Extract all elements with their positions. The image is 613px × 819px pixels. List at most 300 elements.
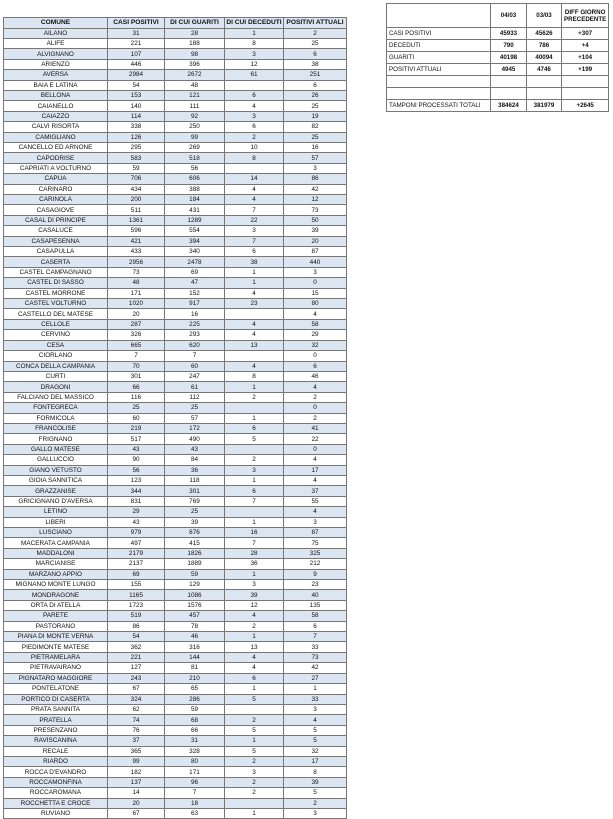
cell-casi-positivi: 511: [108, 205, 165, 215]
table-row: [4, 371, 347, 381]
summary-row: [387, 88, 609, 100]
cell-casi-positivi: 979: [108, 528, 165, 538]
cell-di-cui-guariti: 172: [165, 423, 225, 433]
cell-di-cui-guariti: 210: [165, 673, 225, 683]
cell-di-cui-deceduti: 1: [225, 278, 284, 288]
cell-di-cui-deceduti: 4: [225, 319, 284, 329]
cell-comune: PIEDIMONTE MATESE: [4, 642, 108, 652]
cell-comune: GRAZZANISE: [4, 486, 108, 496]
cell-comune: CASTEL MORRONE: [4, 288, 108, 298]
table-row: [4, 403, 347, 413]
cell-di-cui-deceduti: [225, 704, 284, 714]
summary-cell-current: 4945: [491, 64, 527, 76]
cell-di-cui-guariti: 59: [165, 704, 225, 714]
cell-di-cui-deceduti: [225, 444, 284, 454]
cell-di-cui-deceduti: 1: [225, 632, 284, 642]
table-row: [4, 777, 347, 787]
cell-positivi-attuali: 86: [284, 174, 347, 184]
cell-comune: BAIA E LATINA: [4, 80, 108, 90]
cell-di-cui-guariti: 98: [165, 49, 225, 59]
cell-positivi-attuali: 4: [284, 455, 347, 465]
cell-di-cui-deceduti: 2: [225, 777, 284, 787]
table-row: [4, 808, 347, 818]
cell-positivi-attuali: 42: [284, 663, 347, 673]
table-row: [4, 465, 347, 475]
cell-casi-positivi: 86: [108, 621, 165, 631]
cell-di-cui-guariti: 1289: [165, 215, 225, 225]
cell-di-cui-deceduti: 6: [225, 122, 284, 132]
table-row: [4, 580, 347, 590]
municipalities-table-body: [4, 28, 347, 819]
cell-positivi-attuali: 29: [284, 330, 347, 340]
summary-cell-label: DECEDUTI: [387, 40, 491, 52]
cell-comune: BELLONA: [4, 90, 108, 100]
cell-casi-positivi: 221: [108, 38, 165, 48]
cell-positivi-attuali: 5: [284, 736, 347, 746]
cell-comune: CASAPULLA: [4, 247, 108, 257]
cell-positivi-attuali: 9: [284, 569, 347, 579]
cell-casi-positivi: 137: [108, 777, 165, 787]
cell-comune: FALCIANO DEL MASSICO: [4, 392, 108, 402]
cell-di-cui-guariti: 316: [165, 642, 225, 652]
summary-cell-previous: 4746: [527, 64, 562, 76]
cell-positivi-attuali: 22: [284, 434, 347, 444]
cell-positivi-attuali: 87: [284, 247, 347, 257]
cell-positivi-attuali: 58: [284, 319, 347, 329]
cell-di-cui-guariti: 65: [165, 684, 225, 694]
cell-positivi-attuali: 58: [284, 611, 347, 621]
cell-comune: CAPRIATI A VOLTURNO: [4, 163, 108, 173]
cell-casi-positivi: 140: [108, 101, 165, 111]
cell-positivi-attuali: 1: [284, 684, 347, 694]
cell-comune: PRATELLA: [4, 715, 108, 725]
cell-comune: CELLOLE: [4, 319, 108, 329]
cell-comune: DRAGONI: [4, 382, 108, 392]
cell-di-cui-deceduti: 4: [225, 195, 284, 205]
cell-di-cui-deceduti: [225, 351, 284, 361]
cell-di-cui-deceduti: [225, 403, 284, 413]
cell-casi-positivi: 433: [108, 247, 165, 257]
table-row: [4, 569, 347, 579]
cell-positivi-attuali: 25: [284, 132, 347, 142]
cell-di-cui-deceduti: 4: [225, 361, 284, 371]
cell-comune: CASTELLO DEL MATESE: [4, 309, 108, 319]
table-row: [4, 101, 347, 111]
table-row: [4, 330, 347, 340]
cell-comune: GRICIGNANO D'AVERSA: [4, 496, 108, 506]
table-row: [4, 257, 347, 267]
cell-casi-positivi: 596: [108, 226, 165, 236]
cell-comune: CAIANELLO: [4, 101, 108, 111]
cell-di-cui-deceduti: 4: [225, 652, 284, 662]
cell-positivi-attuali: 0: [284, 444, 347, 454]
cell-casi-positivi: 1723: [108, 600, 165, 610]
cell-comune: PORTICO DI CASERTA: [4, 694, 108, 704]
cell-casi-positivi: 497: [108, 538, 165, 548]
cell-di-cui-guariti: 2478: [165, 257, 225, 267]
cell-casi-positivi: 243: [108, 673, 165, 683]
summary-row: [387, 100, 609, 112]
cell-positivi-attuali: 5: [284, 788, 347, 798]
table-row: [4, 215, 347, 225]
cell-casi-positivi: 295: [108, 142, 165, 152]
municipalities-table-header: [4, 18, 347, 29]
cell-di-cui-guariti: 388: [165, 184, 225, 194]
cell-di-cui-deceduti: 28: [225, 548, 284, 558]
cell-comune: FRANCOLISE: [4, 423, 108, 433]
cell-comune: CASAGIOVE: [4, 205, 108, 215]
cell-comune: CASAL DI PRINCIPE: [4, 215, 108, 225]
cell-comune: PIETRAMELARA: [4, 652, 108, 662]
cell-casi-positivi: 43: [108, 444, 165, 454]
cell-comune: MARZANO APPIO: [4, 569, 108, 579]
table-row: [4, 205, 347, 215]
cell-di-cui-guariti: 606: [165, 174, 225, 184]
cell-di-cui-guariti: 31: [165, 736, 225, 746]
cell-casi-positivi: 56: [108, 465, 165, 475]
summary-header-date-current: 04/03: [491, 4, 527, 28]
cell-di-cui-deceduti: 2: [225, 392, 284, 402]
summary-header-blank: [387, 4, 491, 28]
summary-cell-diff: [562, 88, 609, 100]
cell-positivi-attuali: 0: [284, 351, 347, 361]
cell-casi-positivi: 54: [108, 632, 165, 642]
cell-casi-positivi: 153: [108, 90, 165, 100]
cell-di-cui-guariti: 1576: [165, 600, 225, 610]
table-row: [4, 517, 347, 527]
cell-casi-positivi: 99: [108, 756, 165, 766]
cell-comune: CARINOLA: [4, 195, 108, 205]
cell-comune: CIORLANO: [4, 351, 108, 361]
table-row: [4, 475, 347, 485]
cell-positivi-attuali: 37: [284, 486, 347, 496]
cell-di-cui-deceduti: 39: [225, 590, 284, 600]
cell-di-cui-deceduti: 10: [225, 142, 284, 152]
cell-comune: FORMICOLA: [4, 413, 108, 423]
cell-positivi-attuali: 33: [284, 694, 347, 704]
summary-cell-diff: +199: [562, 64, 609, 76]
cell-di-cui-guariti: 111: [165, 101, 225, 111]
cell-comune: RECALE: [4, 746, 108, 756]
cell-casi-positivi: 1361: [108, 215, 165, 225]
table-row: [4, 319, 347, 329]
cell-casi-positivi: 362: [108, 642, 165, 652]
cell-casi-positivi: 54: [108, 80, 165, 90]
table-row: [4, 642, 347, 652]
cell-di-cui-deceduti: 1: [225, 413, 284, 423]
summary-cell-label: [387, 88, 491, 100]
cell-casi-positivi: 29: [108, 507, 165, 517]
cell-casi-positivi: 127: [108, 663, 165, 673]
cell-positivi-attuali: 4: [284, 507, 347, 517]
table-row: [4, 600, 347, 610]
summary-cell-label: CASI POSITIVI: [387, 28, 491, 40]
summary-cell-previous: 381979: [527, 100, 562, 112]
cell-di-cui-guariti: 16: [165, 309, 225, 319]
summary-cell-previous: [527, 88, 562, 100]
cell-comune: MADDALONI: [4, 548, 108, 558]
cell-positivi-attuali: 80: [284, 299, 347, 309]
cell-comune: RIARDO: [4, 756, 108, 766]
cell-positivi-attuali: 38: [284, 59, 347, 69]
cell-comune: CASTEL DI SASSO: [4, 278, 108, 288]
cell-positivi-attuali: 42: [284, 184, 347, 194]
table-row: [4, 559, 347, 569]
summary-table: [386, 3, 609, 112]
cell-positivi-attuali: 4: [284, 309, 347, 319]
cell-casi-positivi: 14: [108, 788, 165, 798]
cell-di-cui-deceduti: 2: [225, 455, 284, 465]
table-row: [4, 361, 347, 371]
cell-casi-positivi: 116: [108, 392, 165, 402]
table-row: [4, 247, 347, 257]
cell-di-cui-guariti: 59: [165, 569, 225, 579]
cell-di-cui-guariti: 46: [165, 632, 225, 642]
cell-positivi-attuali: 212: [284, 559, 347, 569]
cell-casi-positivi: 107: [108, 49, 165, 59]
cell-comune: ROCCAMONFINA: [4, 777, 108, 787]
cell-comune: CAPODRISE: [4, 153, 108, 163]
cell-positivi-attuali: 3: [284, 163, 347, 173]
table-row: [4, 538, 347, 548]
cell-casi-positivi: 7: [108, 351, 165, 361]
summary-cell-label: TAMPONI PROCESSATI TOTALI: [387, 100, 491, 112]
table-row: [4, 746, 347, 756]
cell-di-cui-deceduti: 3: [225, 226, 284, 236]
cell-di-cui-guariti: 269: [165, 142, 225, 152]
table-row: [4, 299, 347, 309]
cell-comune: GIANO VETUSTO: [4, 465, 108, 475]
cell-comune: AVERSA: [4, 70, 108, 80]
cell-di-cui-guariti: 18: [165, 798, 225, 808]
table-row: [4, 444, 347, 454]
table-row: [4, 673, 347, 683]
cell-di-cui-deceduti: 6: [225, 90, 284, 100]
cell-di-cui-guariti: 7: [165, 351, 225, 361]
cell-comune: LUSCIANO: [4, 528, 108, 538]
cell-di-cui-deceduti: 5: [225, 434, 284, 444]
cell-di-cui-deceduti: [225, 507, 284, 517]
cell-di-cui-guariti: 129: [165, 580, 225, 590]
cell-positivi-attuali: 2: [284, 413, 347, 423]
summary-cell-diff: +2645: [562, 100, 609, 112]
cell-di-cui-deceduti: 1: [225, 475, 284, 485]
cell-casi-positivi: 519: [108, 611, 165, 621]
cell-positivi-attuali: 32: [284, 340, 347, 350]
cell-casi-positivi: 287: [108, 319, 165, 329]
table-row: [4, 715, 347, 725]
cell-casi-positivi: 665: [108, 340, 165, 350]
cell-di-cui-deceduti: 7: [225, 205, 284, 215]
cell-comune: ARIENZO: [4, 59, 108, 69]
table-row: [4, 351, 347, 361]
summary-cell-previous: 786: [527, 40, 562, 52]
cell-di-cui-guariti: 250: [165, 122, 225, 132]
cell-casi-positivi: 446: [108, 59, 165, 69]
cell-casi-positivi: 66: [108, 382, 165, 392]
cell-di-cui-guariti: 225: [165, 319, 225, 329]
header-casi-positivi: CASI POSITIVI: [108, 18, 165, 29]
cell-di-cui-guariti: 917: [165, 299, 225, 309]
table-row: [4, 267, 347, 277]
cell-di-cui-deceduti: 2: [225, 132, 284, 142]
cell-di-cui-deceduti: 6: [225, 247, 284, 257]
cell-positivi-attuali: 39: [284, 777, 347, 787]
cell-positivi-attuali: 33: [284, 642, 347, 652]
cell-casi-positivi: 583: [108, 153, 165, 163]
cell-di-cui-deceduti: 61: [225, 70, 284, 80]
cell-comune: CESA: [4, 340, 108, 350]
cell-di-cui-guariti: 25: [165, 507, 225, 517]
table-row: [4, 236, 347, 246]
cell-di-cui-guariti: 293: [165, 330, 225, 340]
cell-di-cui-guariti: 56: [165, 163, 225, 173]
cell-di-cui-deceduti: 13: [225, 642, 284, 652]
table-row: [4, 756, 347, 766]
cell-casi-positivi: 831: [108, 496, 165, 506]
cell-di-cui-deceduti: 5: [225, 725, 284, 735]
cell-di-cui-guariti: 80: [165, 756, 225, 766]
cell-di-cui-deceduti: 4: [225, 611, 284, 621]
header-positivi-attuali: POSITIVI ATTUALI: [284, 18, 347, 29]
cell-positivi-attuali: 4: [284, 715, 347, 725]
cell-di-cui-deceduti: 3: [225, 465, 284, 475]
cell-di-cui-guariti: 554: [165, 226, 225, 236]
cell-casi-positivi: 324: [108, 694, 165, 704]
cell-comune: PIANA DI MONTE VERNA: [4, 632, 108, 642]
cell-comune: CASALUCE: [4, 226, 108, 236]
table-row: [4, 288, 347, 298]
cell-positivi-attuali: 17: [284, 756, 347, 766]
table-row: [4, 163, 347, 173]
summary-row: [387, 52, 609, 64]
cell-di-cui-deceduti: 4: [225, 663, 284, 673]
table-row: [4, 423, 347, 433]
cell-casi-positivi: 2984: [108, 70, 165, 80]
cell-di-cui-deceduti: 14: [225, 174, 284, 184]
cell-comune: CURTI: [4, 371, 108, 381]
cell-casi-positivi: 123: [108, 475, 165, 485]
cell-di-cui-guariti: 39: [165, 517, 225, 527]
cell-di-cui-guariti: 47: [165, 278, 225, 288]
cell-positivi-attuali: 135: [284, 600, 347, 610]
table-row: [4, 49, 347, 59]
cell-di-cui-deceduti: 8: [225, 371, 284, 381]
cell-casi-positivi: 517: [108, 434, 165, 444]
cell-di-cui-deceduti: 1: [225, 569, 284, 579]
cell-di-cui-deceduti: 36: [225, 559, 284, 569]
cell-positivi-attuali: 2: [284, 392, 347, 402]
cell-di-cui-guariti: 112: [165, 392, 225, 402]
header-di-cui-guariti: DI CUI GUARITI: [165, 18, 225, 29]
cell-di-cui-deceduti: 1: [225, 267, 284, 277]
summary-row: [387, 28, 609, 40]
cell-di-cui-guariti: 118: [165, 475, 225, 485]
summary-cell-previous: 45626: [527, 28, 562, 40]
cell-positivi-attuali: 6: [284, 80, 347, 90]
cell-positivi-attuali: 8: [284, 767, 347, 777]
cell-casi-positivi: 114: [108, 111, 165, 121]
cell-positivi-attuali: 4: [284, 475, 347, 485]
cell-di-cui-guariti: 2672: [165, 70, 225, 80]
cell-di-cui-deceduti: 7: [225, 496, 284, 506]
cell-di-cui-deceduti: 6: [225, 423, 284, 433]
cell-positivi-attuali: 50: [284, 215, 347, 225]
summary-cell-diff: +307: [562, 28, 609, 40]
cell-di-cui-guariti: 96: [165, 777, 225, 787]
cell-positivi-attuali: 17: [284, 465, 347, 475]
cell-comune: MIGNANO MONTE LUNGO: [4, 580, 108, 590]
cell-comune: ROCCA D'EVANDRO: [4, 767, 108, 777]
cell-comune: MONDRAGONE: [4, 590, 108, 600]
cell-casi-positivi: 706: [108, 174, 165, 184]
cell-casi-positivi: 1165: [108, 590, 165, 600]
table-row: [4, 111, 347, 121]
municipalities-table: [3, 17, 347, 819]
cell-positivi-attuali: 3: [284, 808, 347, 818]
cell-casi-positivi: 2179: [108, 548, 165, 558]
cell-casi-positivi: 60: [108, 413, 165, 423]
cell-di-cui-deceduti: 4: [225, 101, 284, 111]
cell-casi-positivi: 90: [108, 455, 165, 465]
cell-positivi-attuali: 5: [284, 725, 347, 735]
cell-comune: PRESENZANO: [4, 725, 108, 735]
cell-comune: MACERATA CAMPANIA: [4, 538, 108, 548]
cell-di-cui-guariti: 84: [165, 455, 225, 465]
cell-casi-positivi: 200: [108, 195, 165, 205]
table-row: [4, 413, 347, 423]
cell-comune: FRIGNANO: [4, 434, 108, 444]
cell-positivi-attuali: 440: [284, 257, 347, 267]
cell-comune: AILANO: [4, 28, 108, 38]
cell-di-cui-deceduti: 5: [225, 694, 284, 704]
cell-di-cui-deceduti: 3: [225, 111, 284, 121]
cell-di-cui-guariti: 620: [165, 340, 225, 350]
cell-casi-positivi: 20: [108, 309, 165, 319]
cell-positivi-attuali: 6: [284, 621, 347, 631]
summary-cell-current: 790: [491, 40, 527, 52]
summary-cell-current: [491, 88, 527, 100]
table-row: [4, 382, 347, 392]
table-row: [4, 548, 347, 558]
cell-comune: RAVISCANINA: [4, 736, 108, 746]
table-row: [4, 736, 347, 746]
cell-comune: GALLUCCIO: [4, 455, 108, 465]
table-row: [4, 309, 347, 319]
cell-positivi-attuali: 2: [284, 28, 347, 38]
summary-table-header: [387, 4, 609, 28]
cell-positivi-attuali: 82: [284, 122, 347, 132]
cell-di-cui-deceduti: 1: [225, 684, 284, 694]
cell-casi-positivi: 76: [108, 725, 165, 735]
table-row: [4, 663, 347, 673]
cell-casi-positivi: 69: [108, 569, 165, 579]
cell-di-cui-deceduti: 12: [225, 600, 284, 610]
cell-di-cui-guariti: 301: [165, 486, 225, 496]
cell-di-cui-guariti: 66: [165, 725, 225, 735]
table-row: [4, 122, 347, 132]
cell-casi-positivi: 344: [108, 486, 165, 496]
cell-di-cui-deceduti: 13: [225, 340, 284, 350]
cell-di-cui-deceduti: 1: [225, 736, 284, 746]
cell-di-cui-guariti: 92: [165, 111, 225, 121]
cell-comune: PONTELATONE: [4, 684, 108, 694]
cell-di-cui-deceduti: 2: [225, 756, 284, 766]
cell-di-cui-guariti: 25: [165, 403, 225, 413]
cell-di-cui-guariti: 63: [165, 808, 225, 818]
cell-di-cui-guariti: 36: [165, 465, 225, 475]
cell-di-cui-deceduti: 4: [225, 184, 284, 194]
